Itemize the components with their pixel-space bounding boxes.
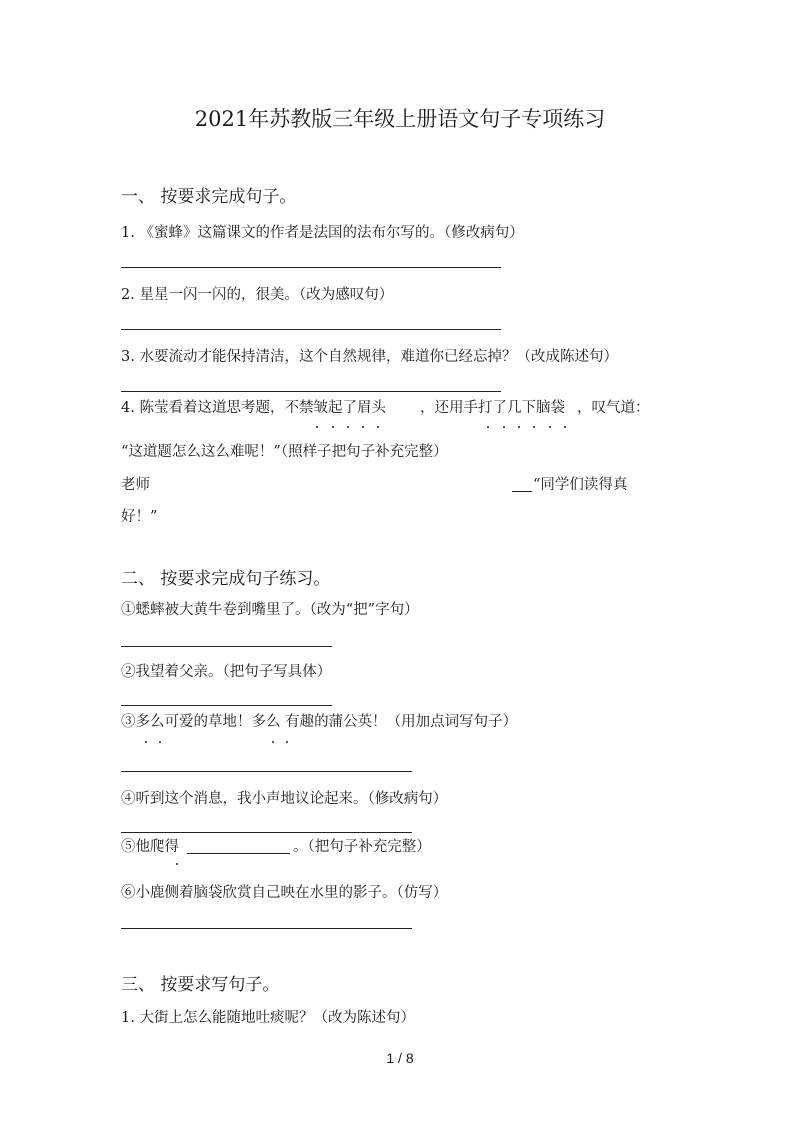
question-1-4-part-c: ，叹气道： (577, 400, 650, 416)
emphasis-dot (549, 426, 551, 428)
answer-line-1-3[interactable] (121, 391, 501, 392)
emphasis-dot (159, 741, 161, 743)
question-1-2: 2. 星星一闪一闪的，很美。（改为感叹句） (121, 287, 394, 303)
emphasis-dot (377, 426, 379, 428)
emphasis-dot (362, 426, 364, 428)
answer-line-1-2[interactable] (121, 329, 501, 330)
emphasis-dot (533, 426, 535, 428)
question-2-5-part-b: 。（把句子补充完整） (293, 839, 431, 855)
answer-line-2-3[interactable] (121, 771, 412, 772)
page-number: 1 / 8 (386, 1050, 414, 1066)
emphasis-dot (518, 426, 520, 428)
question-1-4-example: “这道题怎么这么难呢！”（照样子把句子补充完整） (121, 444, 448, 460)
emphasis-dot (286, 741, 288, 743)
emphasis-dot (332, 426, 334, 428)
answer-line-2-4[interactable] (121, 832, 412, 833)
question-2-3: ③多么可爱的草地！多么 有趣的蒲公英！（用加点词写句子） (121, 714, 518, 730)
section-2-heading: 二、 按要求完成句子练习。 (121, 569, 331, 589)
question-2-6: ⑥小鹿侧着脑袋欣赏自己映在水里的影子。（仿写） (121, 885, 448, 901)
question-2-4: ④听到这个消息，我小声地议论起来。（修改病句） (121, 791, 448, 807)
question-2-5-part-a: ⑤他爬得 (121, 839, 179, 855)
section-1-heading: 一、 按要求完成句子。 (121, 187, 297, 207)
question-1-1: 1. 《蜜蜂》这篇课文的作者是法国的法布尔写的。（修改病句） (121, 225, 524, 241)
question-2-1: ①蟋蟀被大黄牛卷到嘴里了。（改为“把”字句） (121, 602, 419, 618)
answer-line-2-2[interactable] (121, 705, 332, 706)
answer-blank-2-5[interactable] (187, 853, 290, 854)
question-1-4-prompt-right: “同学们读得真 (533, 477, 628, 493)
emphasis-dot (176, 863, 178, 865)
question-2-2: ②我望着父亲。（把句子写具体） (121, 664, 332, 680)
question-1-4-part-b: ，还用手打了几下脑袋 (420, 400, 565, 416)
emphasis-dot (272, 741, 274, 743)
page-title: 2021年苏教版三年级上册语文句子专项练习 (194, 107, 606, 131)
emphasis-dot (316, 426, 318, 428)
question-1-3: 3. 水要流动才能保持清洁，这个自然规律，难道你已经忘掉？（改成陈述句） (121, 349, 618, 365)
answer-blank-1-4[interactable] (512, 491, 532, 492)
emphasis-dot (487, 426, 489, 428)
question-1-4-prompt-end: 好！” (121, 509, 158, 525)
emphasis-dot (145, 741, 147, 743)
answer-line-1-1[interactable] (121, 267, 501, 268)
question-3-1: 1. 大街上怎么能随地吐痰呢？（改为陈述句） (121, 1010, 415, 1026)
question-1-4-prompt-left: 老师 (121, 477, 150, 493)
question-1-4-part-a: 4. 陈莹看着这道思考题，不禁皱起了眉头 (121, 400, 386, 416)
answer-line-2-1[interactable] (121, 646, 332, 647)
section-3-heading: 三、 按要求写句子。 (121, 975, 280, 995)
emphasis-dot (503, 426, 505, 428)
answer-line-2-6[interactable] (121, 928, 412, 929)
emphasis-dot (564, 426, 566, 428)
emphasis-dot (347, 426, 349, 428)
